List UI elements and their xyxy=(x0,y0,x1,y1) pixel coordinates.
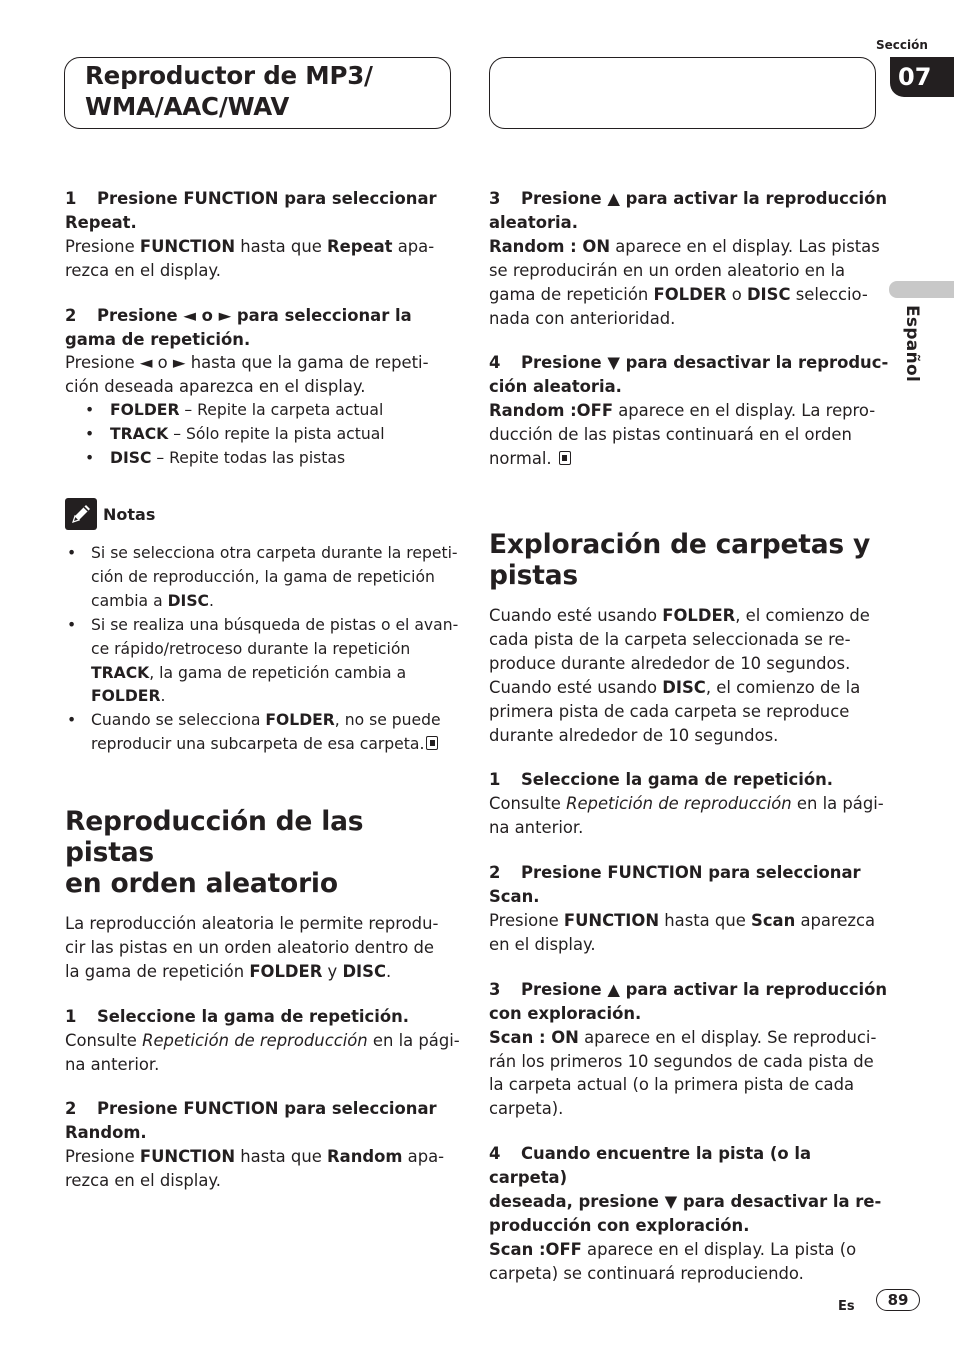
text: . xyxy=(209,591,214,610)
random-step-3-body xyxy=(489,235,889,331)
step-title-text: Seleccione la gama de repetición. xyxy=(521,770,834,790)
text: . xyxy=(160,687,166,706)
random-step-1-body xyxy=(65,1029,460,1077)
step-1-title xyxy=(65,187,455,235)
text: rezca en el display. xyxy=(65,1171,221,1191)
repeat-range-list xyxy=(65,399,455,471)
text: carpeta) se continuará reproduciendo. xyxy=(489,1263,804,1283)
notes-list xyxy=(65,542,460,757)
heading-line2: en orden aleatorio xyxy=(65,868,338,899)
step-number: 1 xyxy=(489,770,501,790)
notes-section xyxy=(65,498,460,757)
language-label: Español xyxy=(902,305,922,383)
text: primera pista de cada carpeta se reproduce xyxy=(489,701,850,721)
step-title-text-2: deseada, presione ▼ para desactivar la re- xyxy=(489,1192,882,1212)
scan-step-2-title xyxy=(489,861,889,909)
text: en la pági- xyxy=(367,1030,460,1050)
chapter-title xyxy=(85,60,373,122)
text: cir las pistas en un orden aleatorio dentro de xyxy=(65,937,434,957)
notes-title: Notas xyxy=(103,504,156,524)
section-label: Sección xyxy=(876,38,928,52)
keyword: TRACK xyxy=(91,663,150,682)
heading-line2: pistas xyxy=(489,560,578,591)
keyword: FUNCTION xyxy=(563,910,660,930)
keyword: FOLDER xyxy=(110,401,180,420)
end-mark-icon xyxy=(559,451,571,465)
random-step-1-title xyxy=(65,1005,460,1029)
step-number: 2 xyxy=(65,1099,77,1119)
list-item xyxy=(65,447,455,471)
reference: Repetición de reproducción xyxy=(566,794,792,814)
keyword: DISC xyxy=(662,677,706,697)
text: aparece en el display. Se reproduci- xyxy=(578,1027,877,1047)
keyword: Random xyxy=(327,1147,403,1167)
text: Presione ◄ o ► hasta que la gama de repeti- xyxy=(65,353,429,373)
keyword: FOLDER xyxy=(653,284,727,304)
step-title-text-2: gama de repetición. xyxy=(65,329,251,349)
text: apa- xyxy=(402,1147,445,1167)
text: Cuando esté usando xyxy=(489,677,663,697)
keyword: DISC xyxy=(342,961,386,981)
scan-step-4-title xyxy=(489,1142,889,1238)
text: aparece en el display. Las pistas xyxy=(610,236,880,256)
step-number: 4 xyxy=(489,353,501,373)
keyword: Scan xyxy=(751,910,796,930)
step-title-text: Presione FUNCTION para seleccionar xyxy=(521,863,861,883)
step-title-text-3: producción con exploración. xyxy=(489,1215,750,1235)
section-number-badge: 07 xyxy=(890,57,954,97)
text: aparece en el display. La pista (o xyxy=(581,1239,857,1259)
text: Consulte xyxy=(489,794,567,814)
keyword: FOLDER xyxy=(91,687,161,706)
step-title-text: Presione FUNCTION para seleccionar xyxy=(97,1099,437,1119)
random-step-2-title xyxy=(65,1097,460,1145)
text: carpeta). xyxy=(489,1099,564,1119)
step-title-text: Presione FUNCTION para seleccionar xyxy=(97,189,437,208)
scan-step-2-body xyxy=(489,909,889,957)
step-number: 1 xyxy=(65,189,77,208)
text: durante alrededor de 10 segundos. xyxy=(489,725,779,745)
keyword: FOLDER xyxy=(662,606,736,625)
text: ducción de las pistas continuará en el orden xyxy=(489,425,852,445)
keyword: DISC xyxy=(167,591,209,610)
heading-line1: Reproducción de las pistas xyxy=(65,806,364,868)
scan-intro xyxy=(489,604,889,747)
text: en la pági- xyxy=(791,794,884,814)
text: . xyxy=(385,961,392,981)
keyword: FUNCTION xyxy=(139,1147,236,1167)
keyword: TRACK xyxy=(110,425,169,444)
notes-header xyxy=(65,498,460,530)
list-item xyxy=(65,423,455,447)
text: Presione xyxy=(65,1147,140,1167)
text: – Repite la carpeta actual xyxy=(179,401,384,420)
step-title-text: Presione ▲ para activar la reproducción xyxy=(521,979,888,999)
text: o xyxy=(726,284,747,304)
footer-language-code: Es xyxy=(838,1299,855,1314)
text: cambia a xyxy=(91,591,168,610)
step-2-body xyxy=(65,351,455,399)
text: en el display. xyxy=(489,934,596,954)
display-message: Random :OFF xyxy=(489,401,614,421)
text: rán los primeros 10 segundos de cada pista de xyxy=(489,1051,874,1071)
step-number: 3 xyxy=(489,979,501,999)
text: la carpeta actual (o la primera pista de cada xyxy=(489,1075,855,1095)
text: apa- xyxy=(392,236,435,256)
step-title-text-2: ción aleatoria. xyxy=(489,377,622,397)
empty-header-box xyxy=(489,57,876,129)
text: ción de reproducción, la gama de repetición xyxy=(91,567,435,586)
right-column xyxy=(489,187,889,471)
random-heading xyxy=(65,806,460,899)
heading-line1: Exploración de carpetas y xyxy=(489,529,871,560)
page-number: 89 xyxy=(876,1289,920,1311)
text: aparezca xyxy=(795,910,876,930)
pencil-note-icon xyxy=(65,498,97,530)
display-message: Scan : ON xyxy=(489,1027,579,1047)
keyword: FUNCTION xyxy=(139,236,236,256)
keyword: DISC xyxy=(110,449,152,468)
text: produce durante alrededor de 10 segundos. xyxy=(489,653,851,673)
text: ción deseada aparezca en el display. xyxy=(65,377,366,397)
text: aparece en el display. La repro- xyxy=(613,401,876,421)
text: hasta que xyxy=(235,1147,328,1167)
text: nada con anterioridad. xyxy=(489,308,676,328)
display-message: Scan :OFF xyxy=(489,1239,582,1259)
text: Presione xyxy=(65,236,140,256)
note-item xyxy=(65,709,460,757)
keyword: Repeat xyxy=(327,236,393,256)
step-title-text-2: Repeat. xyxy=(65,212,137,232)
display-message: Random : ON xyxy=(489,236,611,256)
chapter-title-line2: WMA/AAC/WAV xyxy=(85,92,290,121)
text: normal. xyxy=(489,449,552,469)
scan-step-4-body xyxy=(489,1238,889,1286)
step-title-text: Cuando encuentre la pista (o la carpeta) xyxy=(489,1144,812,1188)
step-title-text-2: aleatoria. xyxy=(489,212,578,232)
step-number: 1 xyxy=(65,1006,77,1026)
step-title-text-2: Scan. xyxy=(489,887,540,907)
text: y xyxy=(322,961,343,981)
text: ce rápido/retroceso durante la repetición xyxy=(91,639,411,658)
random-step-4-title xyxy=(489,351,889,399)
text: Cuando esté usando xyxy=(489,606,663,625)
text: La reproducción aleatoria le permite reprodu- xyxy=(65,914,439,933)
step-1-body xyxy=(65,235,455,283)
keyword: FOLDER xyxy=(265,711,335,730)
language-tab xyxy=(889,281,954,298)
text: na anterior. xyxy=(489,818,584,838)
text: hasta que xyxy=(659,910,752,930)
step-title-text: Seleccione la gama de repetición. xyxy=(97,1006,410,1026)
step-title-text: Presione ▲ para activar la reproducción xyxy=(521,189,888,208)
step-number: 2 xyxy=(65,305,77,325)
scan-section xyxy=(489,529,889,1286)
text: rezca en el display. xyxy=(65,260,221,280)
step-title-text: Presione ▼ para desactivar la reproduc- xyxy=(521,353,889,373)
text: hasta que xyxy=(235,236,328,256)
left-column xyxy=(65,187,455,471)
note-item xyxy=(65,542,460,614)
text: , el comienzo de la xyxy=(705,677,861,697)
step-title-text-2: Random. xyxy=(65,1123,147,1143)
step-number: 2 xyxy=(489,863,501,883)
text: gama de repetición xyxy=(489,284,654,304)
keyword: DISC xyxy=(746,284,791,304)
text: seleccio- xyxy=(790,284,868,304)
text: reproducir una subcarpeta de esa carpeta. xyxy=(91,735,425,754)
text: Si se realiza una búsqueda de pistas o el avan- xyxy=(91,615,459,634)
scan-step-1-title xyxy=(489,768,889,792)
step-title-text-2: con exploración. xyxy=(489,1003,642,1023)
text: , no se puede xyxy=(334,711,441,730)
step-2-title xyxy=(65,304,455,352)
text: Cuando se selecciona xyxy=(91,711,266,730)
text: Consulte xyxy=(65,1030,143,1050)
scan-step-3-body xyxy=(489,1026,889,1122)
scan-step-3-title xyxy=(489,978,889,1026)
chapter-title-line1: Reproductor de MP3/ xyxy=(85,61,373,90)
text: – Sólo repite la pista actual xyxy=(168,425,385,444)
text: na anterior. xyxy=(65,1054,160,1074)
random-step-2-body xyxy=(65,1145,460,1193)
step-number: 4 xyxy=(489,1144,501,1164)
end-mark-icon xyxy=(426,736,438,750)
text: , el comienzo de xyxy=(735,606,870,625)
text: Presione xyxy=(489,910,564,930)
text: la gama de repetición xyxy=(65,961,250,981)
random-intro xyxy=(65,912,460,984)
reference: Repetición de reproducción xyxy=(142,1030,368,1050)
random-step-4-body xyxy=(489,399,889,471)
scan-step-1-body xyxy=(489,792,889,840)
step-number: 3 xyxy=(489,189,501,208)
list-item xyxy=(65,399,455,423)
text: , la gama de repetición cambia a xyxy=(149,663,407,682)
random-section xyxy=(65,806,460,1193)
text: cada pista de la carpeta seleccionada se re- xyxy=(489,629,851,649)
random-step-3-title xyxy=(489,187,889,235)
scan-heading xyxy=(489,529,889,591)
text: Si se selecciona otra carpeta durante la repeti- xyxy=(91,544,458,562)
text: – Repite todas las pistas xyxy=(151,449,346,468)
note-item xyxy=(65,614,460,710)
keyword: FOLDER xyxy=(249,961,323,981)
chapter-title-box xyxy=(64,57,451,129)
step-title-text: Presione ◄ o ► para seleccionar la xyxy=(97,305,412,325)
text: se reproducirán en un orden aleatorio en la xyxy=(489,260,846,280)
